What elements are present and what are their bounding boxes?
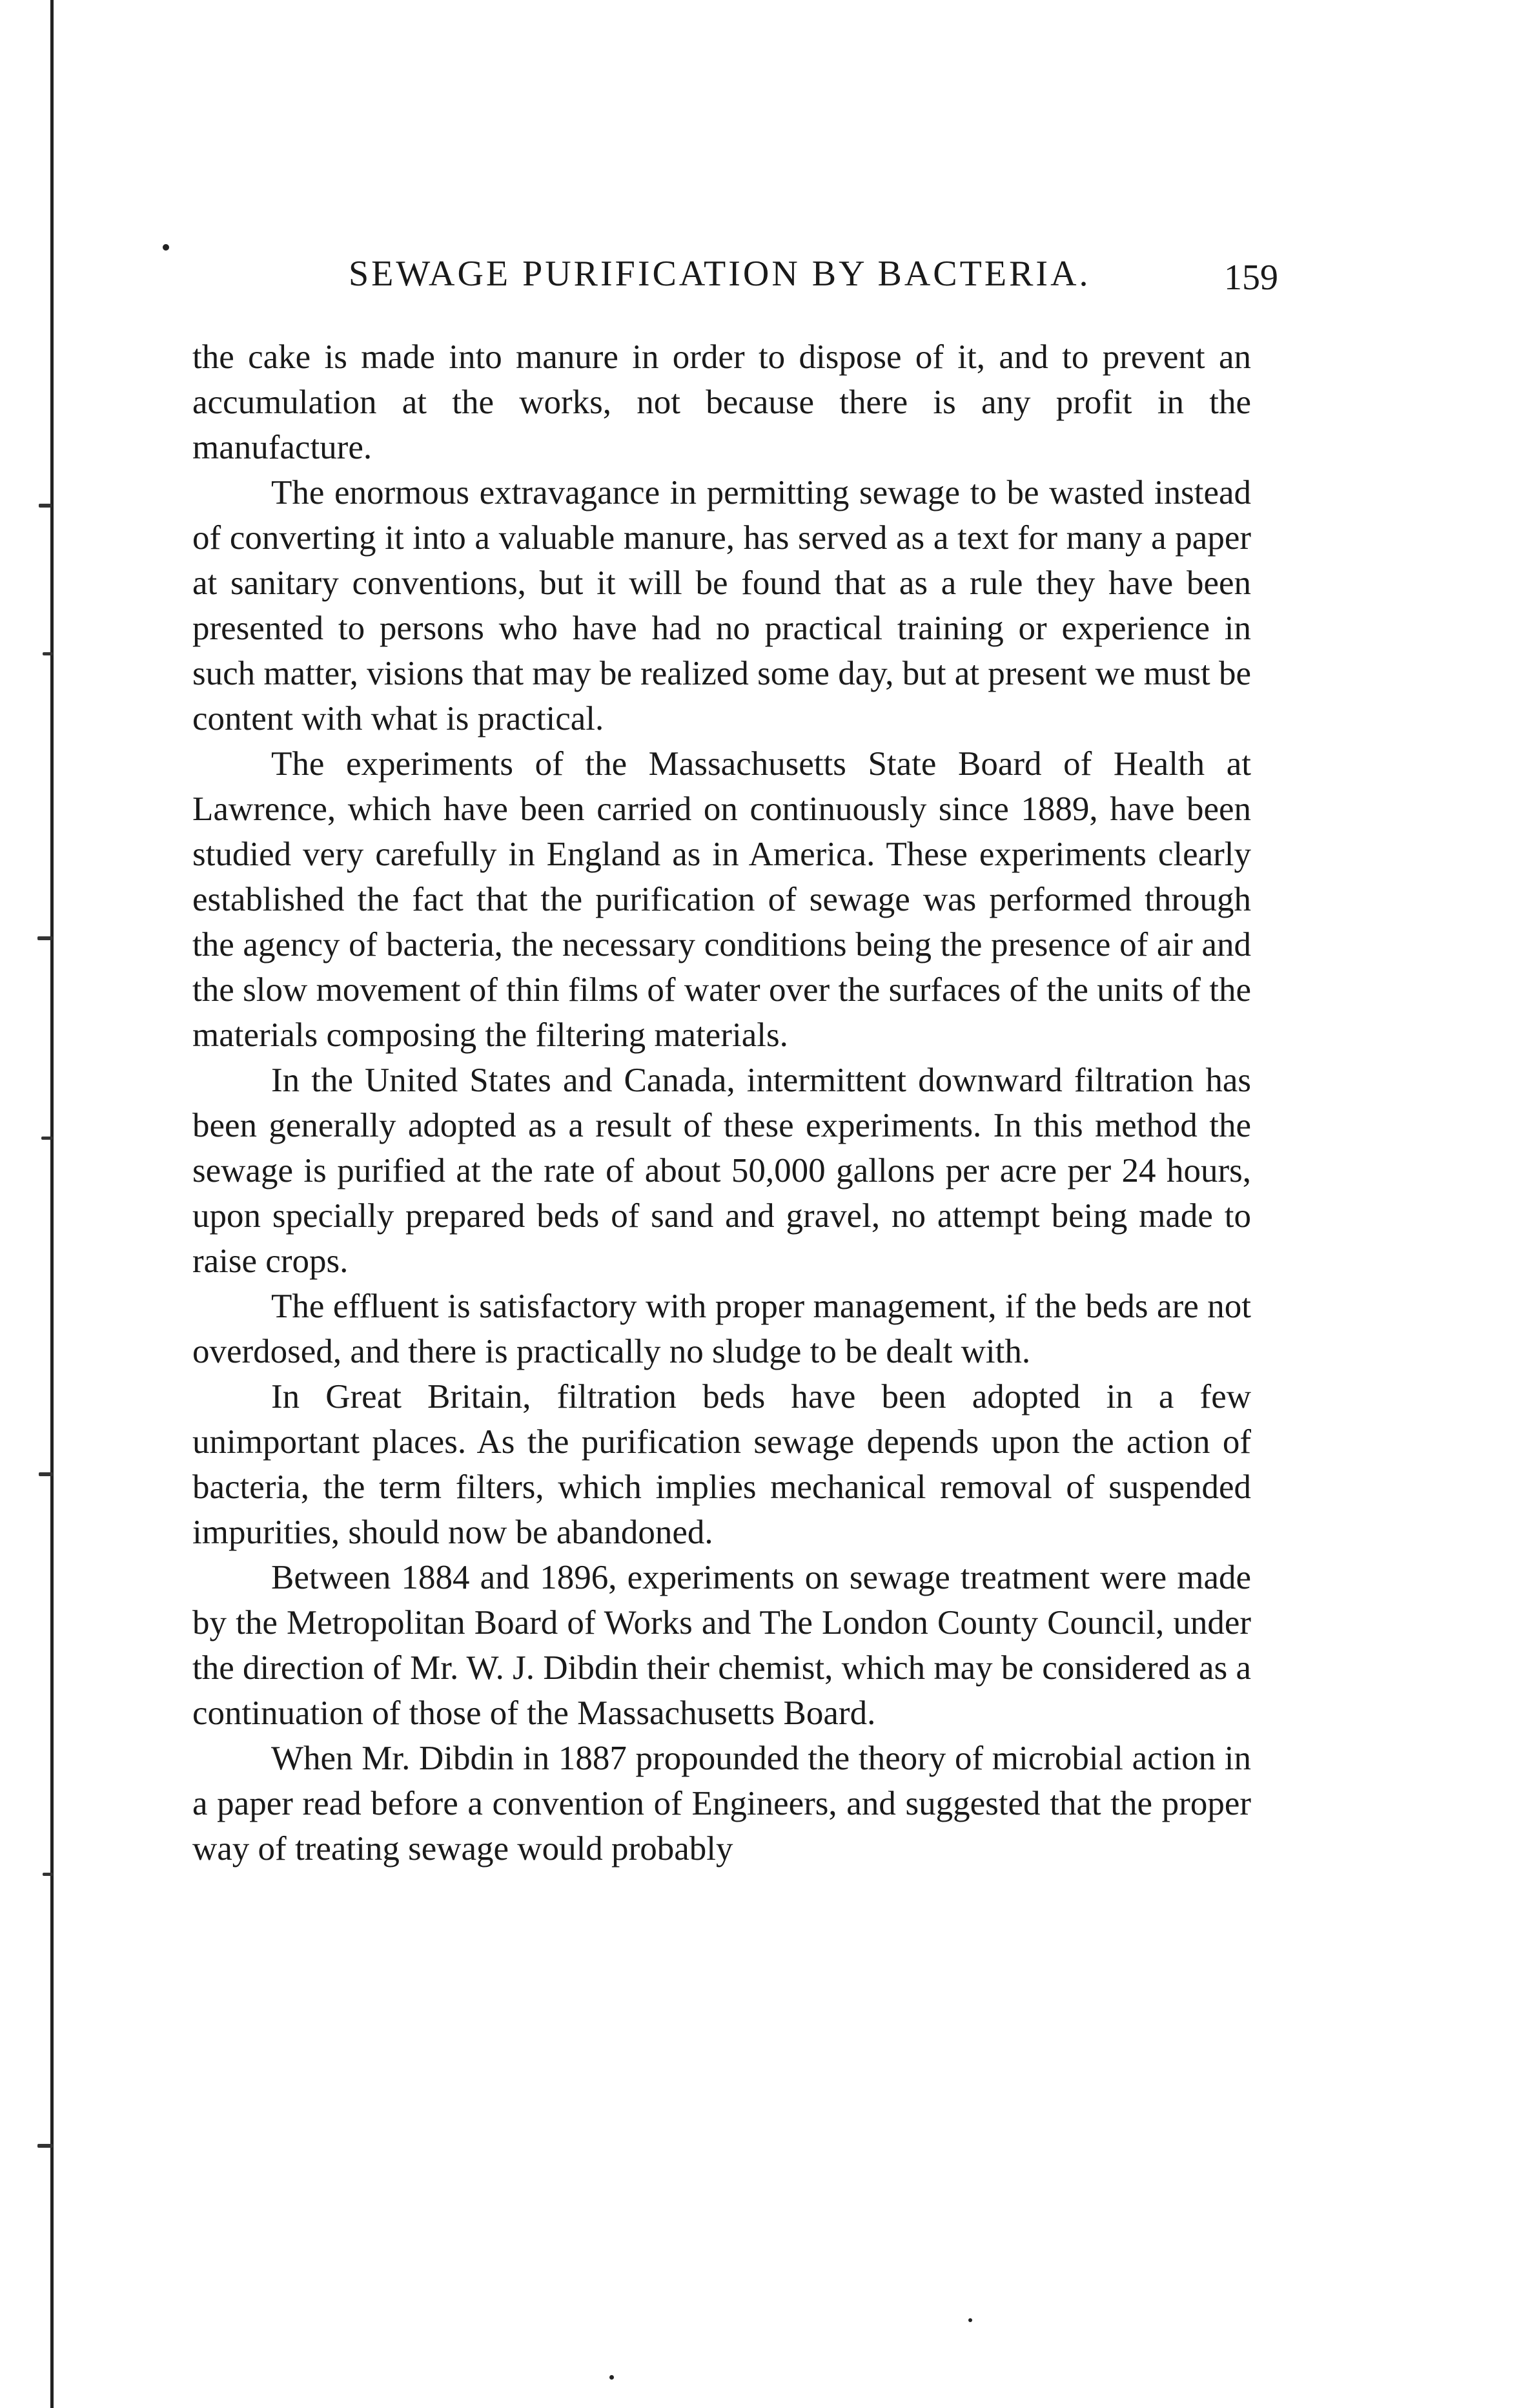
binding-speck: [43, 1873, 53, 1876]
paragraph: In the United States and Canada, intermittent downward filtration has been generally adopted as a result of these experiments. In this method the sewage is purified at the rate of about 50,000 gallons per acre per 24 hours, upon specially prepared beds of sand and gravel, no attempt being made to raise crops.: [192, 1062, 1251, 1280]
paragraph: The experiments of the Massachusetts State Board of Health at Lawrence, which have been carried on continuously since 1889, have been studied very carefully in England as in America. These experiments clearly established the fact that the purification of sewage was performed through the agency of bacteria, the necessary conditions being the presence of air and the slow movement of thin films of water over the surfaces of the units of the materials composing the filtering materials.: [192, 745, 1251, 1054]
print-mark: [609, 2375, 614, 2380]
body-text: [192, 334, 1251, 1871]
binding-rule: [50, 0, 54, 2408]
page-header: [349, 253, 1278, 305]
print-mark: [968, 2318, 972, 2322]
paragraph: The effluent is satisfactory with proper management, if the beds are not overdosed, and there is practically no sludge to be dealt with.: [192, 1288, 1251, 1370]
paragraph: Between 1884 and 1896, experiments on sewage treatment were made by the Metropolitan Board of Works and The London County Council, under the direction of Mr. W. J. Dibdin their chemist, which may be considered as a continuation of those of the Massachusetts Board.: [192, 1559, 1251, 1732]
paragraph: The enormous extravagance in permitting sewage to be wasted instead of converting it into a valuable manure, has served as a text for many a paper at sanitary conventions, but it will be found that as a rule they have been presented to persons who have had no practical training or experience in such matter, visions that may be realized some day, but at present we must be content with what is practical.: [192, 474, 1251, 737]
binding-speck: [43, 652, 53, 655]
binding-speck: [39, 1472, 53, 1476]
page-number: 159: [1224, 258, 1278, 298]
paragraph: the cake is made into manure in order to dispose of it, and to prevent an accumulation at the works, not because there is any profit in the manufacture.: [192, 338, 1251, 466]
binding-speck: [37, 936, 53, 940]
binding-speck: [37, 2144, 53, 2148]
binding-speck: [41, 1137, 53, 1140]
paragraph: In Great Britain, filtration beds have been adopted in a few unimportant places. As the purification sewage depends upon the action of bacteria, the term filters, which implies mechanical removal of suspended impurities, should now be abandoned.: [192, 1378, 1251, 1551]
print-mark: [163, 244, 169, 251]
binding-edge: [0, 0, 71, 2408]
paragraph: When Mr. Dibdin in 1887 propounded the theory of microbial action in a paper read before a convention of Engineers, and suggested that the proper way of treating sewage would probably: [192, 1740, 1251, 1868]
binding-speck: [39, 504, 52, 508]
running-title: SEWAGE PURIFICATION BY BACTERIA.: [349, 254, 1091, 294]
